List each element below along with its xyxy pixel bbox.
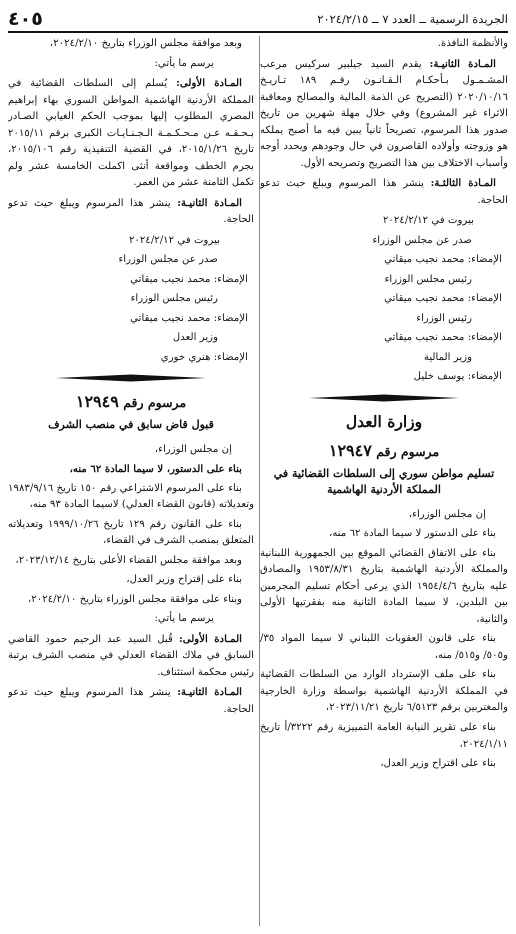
intro-text: والأنظمة النافذة. [437,38,508,49]
decree-title: قبول قاض سابق في منصب الشرف [48,418,214,432]
place-date: بيروت في ٢٠٢٤/٢/١٢ [382,215,474,227]
place-date: بيروت في ٢٠٢٤/٢/١٢ [128,234,220,246]
decree-number-value: ١٢٩٤٩ [75,392,119,412]
signature-title: وزير المالية [423,351,472,363]
article-text: قُبل السيد عبد الرحيم حمود القاضي السابق في ملاك القضاء العدلي في منصب الشرف برتبة رئيس محكمة استئناف. [8,633,254,678]
decree-label: مرسوم رقم [123,395,187,411]
signature-name: الإمضاء: محمد نجيب ميقاتي [384,293,502,305]
signature-title: رئيس الوزراء [416,312,472,324]
article-label: المـادة الثانيـة: [177,196,242,209]
preamble-line: بناء على القانون رقم ١٢٩ تاريخ ١٩٩٩/١٠/٢٦ وتعديلاته المتعلق بمنصب الشرف في القضاء، [8,518,254,547]
signature-title: صدر عن مجلس الوزراء [372,234,472,246]
preamble-line: وبناء على موافقة مجلس الوزراء بتاريخ ٢٠٢٤/٢/١٠، [28,593,242,605]
intro-text: وبعد موافقة مجلس الوزراء بتاريخ ٢٠٢٤/٢/١٠، [49,38,242,49]
article-text: يُسلم إلى السلطات القضائية في المملكة الأردنية الهاشمية المواطن السوري بهاء إبراهيم المصري المطلوب إليها بموجب الحكم الغيابي الصـادر بـحـقـه عـن مـحـكـمـة الـجـنـايـات الكبرى برقم ٢٠١٥/١١ تاريخ ٢٠١٥/١/٢٦، في القضية التنفيذية رقم ٢٠١٥/١٠٦، بجرم الخطف ومواقعة أنثى اكملت الخامسة عشر ولم تكمل الثامنة عشر من العمر. [8,78,254,189]
article-text: ينشر هذا المرسوم ويبلغ حيث تدعو الحاجة. [8,197,254,226]
article-2 [8,195,254,229]
preamble-line: بناء على اقتراح وزير العدل، [380,758,496,770]
article-text: ينشر هذا المرسوم ويبلغ حيث تدعو الحاجة. [8,687,254,715]
article-3 [260,175,508,209]
article-label: المـادة الثالثـة: [430,177,496,190]
article-text: يقدم السيد جيلبير سركيس مرعب المشـمـول بـأحكـام الـقـانـون رقـم ١٨٩ تـاريـخ ٢٠٢٠/١٠/١٦ (التصريح عن الذمة المالية والمصالح ومعاقبة الاثراء غير المشروع) وفي خلال مهلة شهرين من تاريخ صدور هذا المرسوم، تصريحاً ثانياً يبين فيه ما أصبح يملكه هو وزوجته وأولاده القاصرون في حال وجودهم ويحدد أوجه وأسباب الاختلاف بين هذا التصريح وتصريحه الأول. [260,58,508,169]
gazette-title: الجريدة الرسمية ــ العدد ٧ ــ ٢٠٢٤/٢/١٥ [317,12,508,27]
article-label: المـادة الأولى: [178,632,242,645]
decree-number [8,389,254,415]
preamble-line: إن مجلس الوزراء، [408,508,486,520]
signature-name: الإمضاء: هنري خوري [160,351,248,363]
preamble-line: بناء على الاتفاق القضائي الموقع بين الجمهورية اللبنانية والمملكة الأردنية الهاشمية بتاريخ ١٩٥٣/٨/٣١ والمصادق عليه بتاريخ ١٩٥٤/٤/٦ الذي يرعى أحكام تسليم المجرمين بين البلدين، لا سيما المادة الثانية منه بفقرتيها الأولى والثانية، [260,547,508,625]
page-number: ٤٠٥ [8,8,43,30]
article-2 [8,684,254,718]
preamble-line: وبعد موافقة مجلس القضاء الأعلى بتاريخ ٢٠٢٣/١٢/١٤، [15,554,242,566]
preamble-line: بناء على المرسوم الاشتراعي رقم ١٥٠ تاريخ ١٩٨٣/٩/١٦ وتعديلاته (قانون القضاء العدلي) لاسيما المادة ٩٣ منه، [8,482,254,511]
signature-name: الإمضاء: محمد نجيب ميقاتي [130,312,248,324]
preamble-line: بناء على الدستور، لا سيما المادة ٦٢ منه، [69,463,242,476]
decree-number [260,438,508,464]
page-header [8,5,508,33]
article-label: المـادة الأولى: [176,77,242,90]
signature-name: الإمضاء: محمد نجيب ميقاتي [130,273,248,285]
decrees-line: يرسم ما يأتي: [154,57,214,69]
signature-title: رئيس مجلس الوزراء [384,273,472,285]
ministry-heading: وزارة العدل [345,411,423,431]
decree-title: تسليم مواطن سوري إلى السلطات القضائية في المملكة الأردنية الهاشمية [273,466,495,497]
decree-label: مرسوم رقم [376,443,440,459]
preamble-line: إن مجلس الوزراء، [154,443,232,455]
section-separator [56,373,206,383]
article-1 [8,75,254,192]
preamble-line: بناء على الدستور لا سيما المادة ٦٢ منه، [329,528,496,540]
preamble-line: بناء على إقتراح وزير العدل، [126,574,242,586]
signature-title: وزير العدل [172,332,218,344]
signature-name: الإمضاء: يوسف خليل [413,371,502,383]
article-label: المـادة الثانيـة: [177,686,242,699]
decrees-line: يرسم ما يأتي: [154,613,214,625]
article-1 [8,631,254,682]
article-2 [260,56,508,173]
article-label: المـادة الثانيـة: [429,57,496,70]
section-separator [309,393,459,403]
preamble-line: بناء على قانون العقوبات اللبناني لا سيما المواد ٣٥/ و٥٠٥/ و٥١٥/ منه، [260,633,508,661]
signature-title: صدر عن مجلس الوزراء [118,254,218,266]
signature-name: الإمضاء: محمد نجيب ميقاتي [384,254,502,266]
signature-title: رئيس مجلس الوزراء [130,293,218,305]
right-column [260,36,508,928]
preamble-line: بناء على تقرير النيابة العامة التمييزية رقم ٣٢٢٢/أ تاريخ ٢٠٢٤/١/١١، [260,722,508,750]
preamble-line: بناء على ملف الإسترداد الوارد من السلطات القضائية في المملكة الأردنية الهاشمية بواسطة وزارة الخارجية والمغتربين برقم ٦/٥١٢٣ تاريخ ٢٠٢٣/١١/٢١، [260,669,508,714]
article-text: ينشر هذا المرسوم ويبلغ حيث تدعو الحاجة. [260,178,508,206]
left-column [8,36,254,928]
signature-name: الإمضاء: محمد نجيب ميقاتي [384,332,502,344]
decree-number-value: ١٢٩٤٧ [328,440,372,460]
